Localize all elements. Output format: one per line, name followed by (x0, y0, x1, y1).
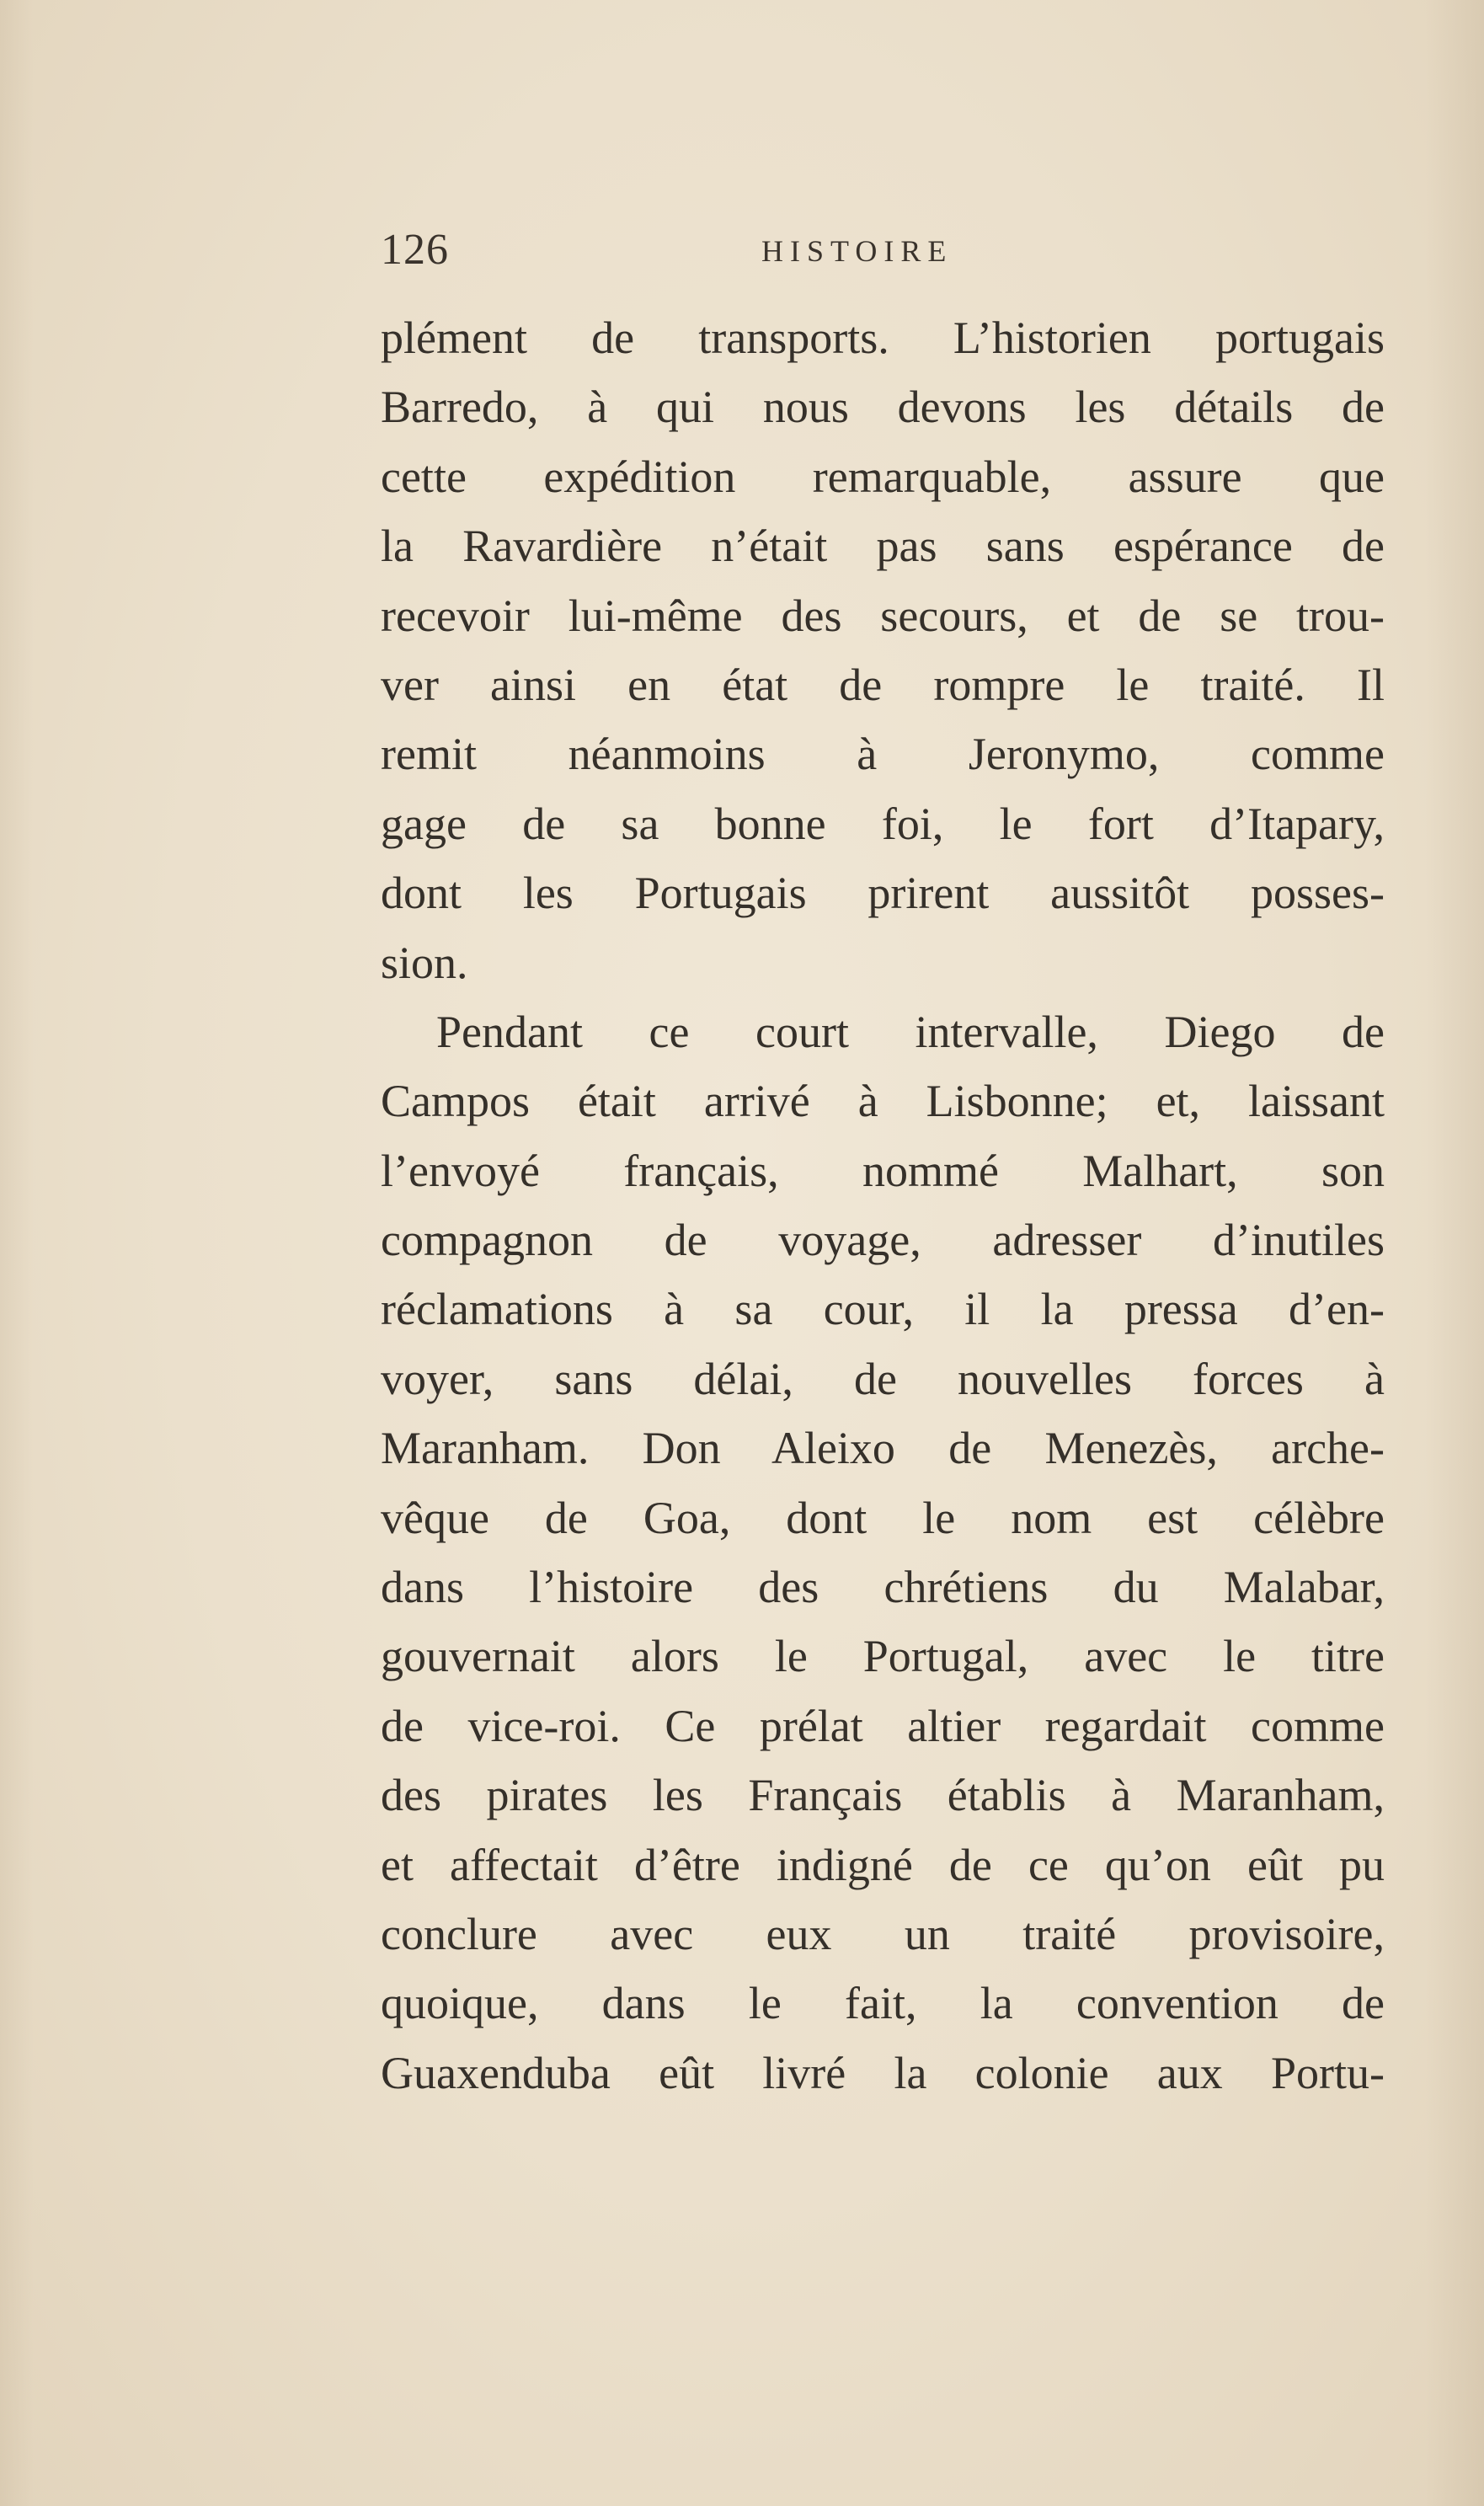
text-line: des pirates les Français établis à Maranham, (381, 1770, 1385, 1821)
text-line: Barredo, à qui nous devons les détails de (381, 382, 1385, 433)
text-line: Campos était arrivé à Lisbonne; et, laissant (381, 1076, 1385, 1127)
text-line: et affectait d’être indigné de ce qu’on eût pu (381, 1839, 1385, 1890)
text-line: gage de sa bonne foi, le fort d’Itapary, (381, 798, 1385, 849)
text-line: Maranham. Don Aleixo de Menezès, arche- (381, 1423, 1385, 1474)
paragraph-start-line: Pendant ce court intervalle, Diego de (436, 1006, 1385, 1057)
text-line: Guaxenduba eût livré la colonie aux Portu- (381, 2047, 1385, 2098)
text-line: voyer, sans délai, de nouvelles forces à (381, 1353, 1385, 1404)
text-line: ver ainsi en état de rompre le traité. Il (381, 659, 1385, 710)
text-line: conclure avec eux un traité provisoire, (381, 1908, 1385, 1959)
text-line: quoique, dans le fait, la convention de (381, 1978, 1385, 2029)
text-line: dont les Portugais prirent aussitôt posses- (381, 868, 1385, 919)
text-line: compagnon de voyage, adresser d’inutiles (381, 1215, 1385, 1266)
text-line: cette expédition remarquable, assure que (381, 451, 1385, 502)
text-line: plément de transports. L’historien portugais (381, 313, 1385, 363)
text-line: de vice-roi. Ce prélat altier regardait comme (381, 1700, 1385, 1751)
running-head (381, 221, 1385, 280)
text-line: vêque de Goa, dont le nom est célèbre (381, 1492, 1385, 1543)
text-line: recevoir lui-même des secours, et de se trou- (381, 590, 1385, 641)
text-line: gouvernait alors le Portugal, avec le titre (381, 1631, 1385, 1682)
text-line: dans l’histoire des chrétiens du Malabar, (381, 1562, 1385, 1613)
text-line: l’envoyé français, nommé Malhart, son (381, 1145, 1385, 1196)
text-line: remit néanmoins à Jeronymo, comme (381, 729, 1385, 780)
running-title: HISTOIRE (761, 234, 953, 268)
text-line: la Ravardière n’était pas sans espérance de (381, 521, 1385, 572)
page-number: 126 (381, 226, 449, 274)
paragraph-end-line: sion. (381, 937, 468, 988)
body-text (381, 303, 1385, 2108)
text-line: réclamations à sa cour, il la pressa d’en- (381, 1284, 1385, 1335)
